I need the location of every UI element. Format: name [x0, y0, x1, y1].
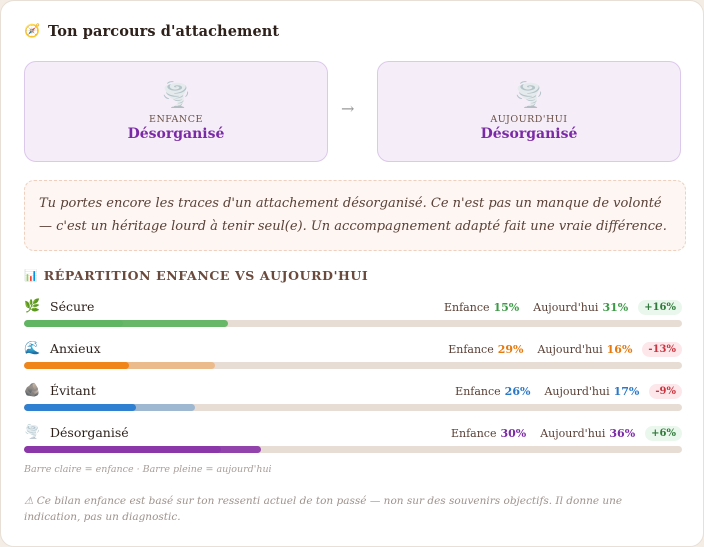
childhood-stat-label: Enfance [448, 343, 494, 356]
arrow-right-icon: → [341, 99, 355, 118]
card-header [24, 23, 279, 40]
delta-badge: +6% [645, 426, 682, 441]
breakdown-title: RÉPARTITION ENFANCE VS AUJOURD'HUI [43, 268, 369, 283]
today-stat-label: Aujourd'hui [544, 385, 610, 398]
insight-message [24, 180, 686, 251]
today-bar [24, 446, 261, 453]
row-stats [444, 300, 682, 315]
progress-track [24, 446, 682, 453]
wave-icon: 🌊 [24, 341, 41, 356]
today-bar [24, 320, 228, 327]
row-label: Sécure [50, 299, 95, 314]
childhood-label: ENFANCE [149, 113, 203, 125]
progress-track [24, 404, 682, 411]
compass-icon: 🧭 [24, 24, 41, 39]
today-bar [24, 362, 129, 369]
rock-icon: 🪨 [24, 383, 41, 398]
childhood-style-box [24, 61, 328, 162]
delta-badge: -9% [649, 384, 682, 399]
childhood-stat-label: Enfance [450, 427, 497, 440]
breakdown-row-anxieux [24, 339, 682, 381]
today-stat-label: Aujourd'hui [537, 343, 603, 356]
tornado-icon: 🌪️ [514, 80, 544, 109]
childhood-value: 30% [500, 427, 527, 440]
row-stats [455, 384, 682, 399]
insight-text: Tu portes encore les traces d'un attachement désorganisé. Ce n'est pas un manque de volonté — c'est un héritage lourd à tenir seul(e). Un accompagnement adapté fait une vraie différence. [39, 196, 667, 234]
today-value: 17% [613, 385, 640, 398]
breakdown-row-desorganise [24, 423, 682, 465]
today-value: 36% [609, 427, 636, 440]
progress-track [24, 362, 682, 369]
childhood-stat-label: Enfance [455, 385, 501, 398]
childhood-style-value: Désorganisé [127, 125, 225, 142]
breakdown-row-secure [24, 297, 682, 339]
tornado-icon: 🌪️ [24, 425, 41, 440]
today-bar [24, 404, 136, 411]
disclaimer: ⚠ Ce bilan enfance est basé sur ton ressenti actuel de ton passé — non sur des souvenirs objectifs. Il donne une indication, pas un diagnostic. [24, 495, 623, 523]
today-value: 16% [606, 343, 633, 356]
today-label: AUJOURD'HUI [490, 113, 568, 125]
breakdown-header [24, 268, 368, 283]
row-stats [448, 342, 682, 357]
breakdown-row-evitant [24, 381, 682, 423]
childhood-value: 29% [497, 343, 524, 356]
row-label: Anxieux [50, 341, 101, 356]
delta-badge: -13% [642, 342, 682, 357]
today-stat-label: Aujourd'hui [533, 301, 599, 314]
today-value: 31% [602, 301, 629, 314]
today-stat-label: Aujourd'hui [540, 427, 606, 440]
progress-track [24, 320, 682, 327]
today-style-value: Désorganisé [480, 125, 578, 142]
bar-chart-icon: 📊 [24, 269, 38, 282]
childhood-value: 26% [504, 385, 531, 398]
card-title: Ton parcours d'attachement [48, 23, 280, 40]
today-style-box [377, 61, 681, 162]
tornado-icon: 🌪️ [161, 80, 191, 109]
childhood-value: 15% [493, 301, 520, 314]
bar-legend: Barre claire = enfance · Barre pleine = aujourd'hui [24, 464, 272, 475]
delta-badge: +16% [638, 300, 682, 315]
herb-icon: 🌿 [24, 299, 41, 314]
childhood-stat-label: Enfance [444, 301, 490, 314]
row-label: Désorganisé [50, 425, 129, 440]
row-label: Évitant [50, 383, 96, 398]
row-stats [451, 426, 682, 441]
